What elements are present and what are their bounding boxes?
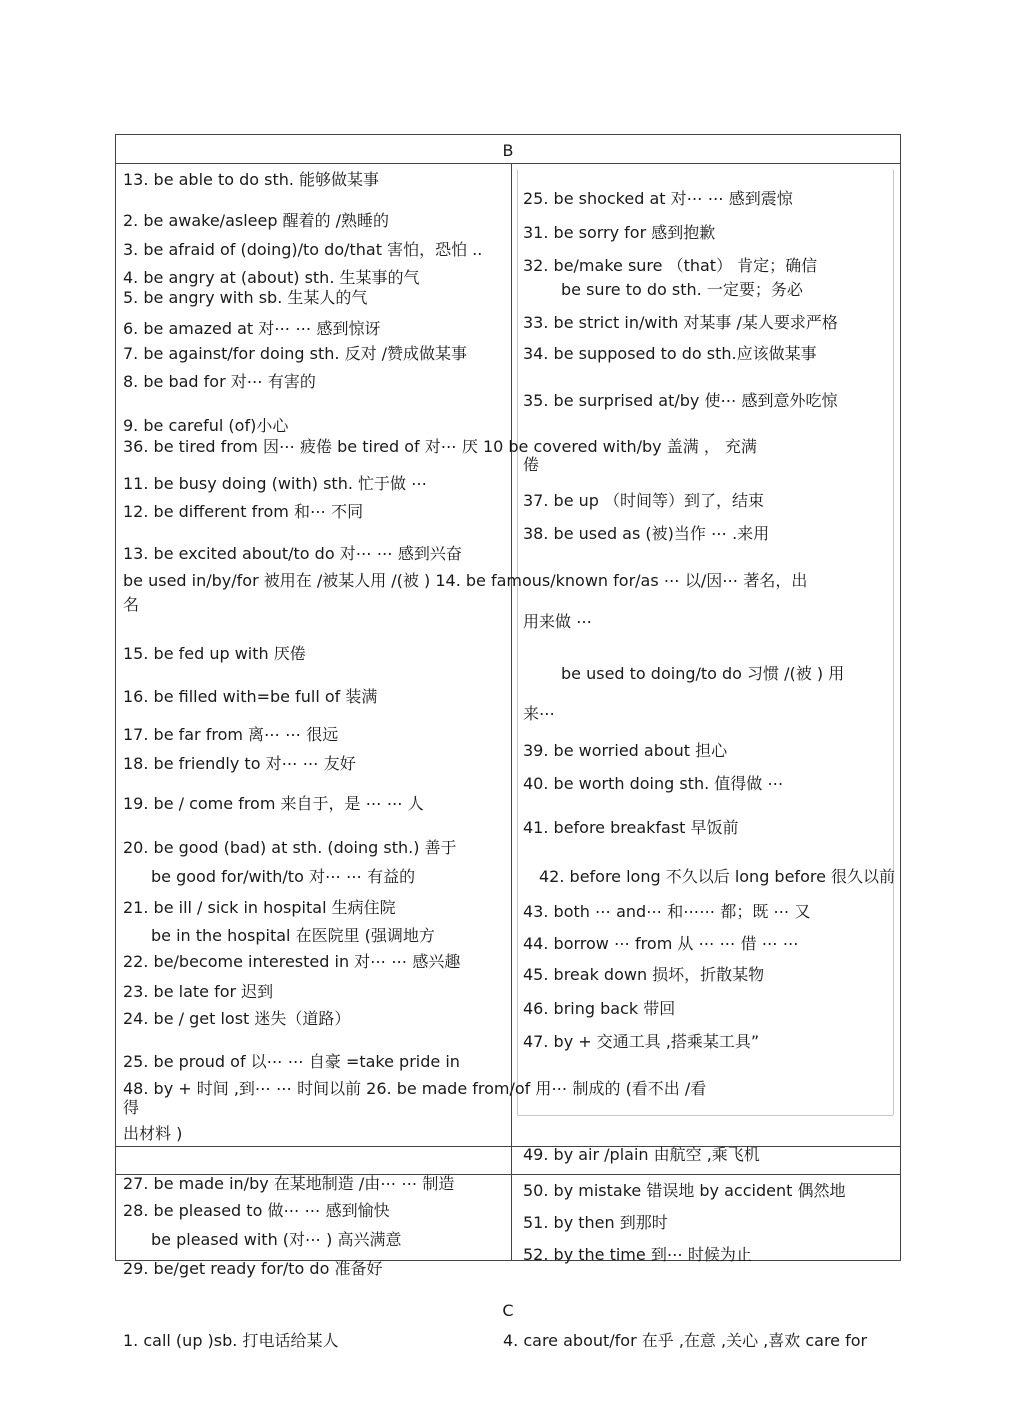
- row-divider-upper: [115, 1146, 901, 1147]
- left-line: 21. be ill / sick in hospital 生病住院: [123, 898, 396, 917]
- left-line: 24. be / get lost 迷失（道路）: [123, 1009, 351, 1028]
- right-line: 37. be up （时间等）到了，结束: [523, 491, 765, 510]
- left-line: 名: [123, 595, 140, 614]
- right-line: 49. by air /plain 由航空 ,乘飞机: [523, 1145, 760, 1164]
- left-line: 得: [123, 1098, 140, 1117]
- right-line: 40. be worth doing sth. 值得做 ⋯: [523, 774, 784, 793]
- left-line: be used in/by/for 被用在 /被某人用 /(被 ) 14. be famous/known for/as ⋯ 以/因⋯ 著名，出: [123, 571, 808, 590]
- left-line: 28. be pleased to 做⋯ ⋯ 感到愉快: [123, 1201, 390, 1220]
- left-line: 48. by + 时间 ,到⋯ ⋯ 时间以前 26. be made from/of 用⋯ 制成的 (看不出 /看: [123, 1079, 707, 1098]
- section-c-line: 4. care about/for 在乎 ,在意 ,关心 ,喜欢 care for: [503, 1331, 868, 1350]
- header-row-divider: [115, 163, 901, 164]
- inner-right-rule: [893, 170, 894, 1115]
- left-line: 19. be / come from 来自于，是 ⋯ ⋯ 人: [123, 794, 424, 813]
- left-line: 13. be able to do sth. 能够做某事: [123, 170, 380, 189]
- left-line: 出材料 ): [123, 1124, 183, 1143]
- right-line: 45. break down 损坏，折散某物: [523, 965, 765, 984]
- left-line: 18. be friendly to 对⋯ ⋯ 友好: [123, 754, 356, 773]
- right-line: 42. before long 不久以后 long before 很久以前: [539, 867, 896, 886]
- left-line: 17. be far from 离⋯ ⋯ 很远: [123, 725, 339, 744]
- right-line: 47. by + 交通工具 ,搭乘某工具”: [523, 1032, 760, 1051]
- left-line: 29. be/get ready for/to do 准备好: [123, 1259, 383, 1278]
- right-line: 38. be used as (被)当作 ⋯ .来用: [523, 524, 770, 543]
- left-line: 36. be tired from 因⋯ 疲倦 be tired of 对⋯ 厌 10 be covered with/by 盖满 ， 充满: [123, 437, 757, 456]
- right-line: 44. borrow ⋯ from 从 ⋯ ⋯ 借 ⋯ ⋯: [523, 934, 799, 953]
- left-line: 11. be busy doing (with) sth. 忙于做 ⋯: [123, 474, 428, 493]
- left-line: 25. be proud of 以⋯ ⋯ 自豪 =take pride in: [123, 1052, 460, 1071]
- right-line: 31. be sorry for 感到抱歉: [523, 223, 716, 242]
- section-c-line: 1. call (up )sb. 打电话给某人: [123, 1331, 339, 1350]
- left-line: 13. be excited about/to do 对⋯ ⋯ 感到兴奋: [123, 544, 462, 563]
- section-c-header: C: [502, 1301, 514, 1320]
- right-line: 35. be surprised at/by 使⋯ 感到意外吃惊: [523, 391, 838, 410]
- right-line: 43. both ⋯ and⋯ 和⋯⋯ 都；既 ⋯ 又: [523, 902, 811, 921]
- left-line: 2. be awake/asleep 醒着的 /熟睡的: [123, 211, 390, 230]
- left-line: 23. be late for 迟到: [123, 982, 274, 1001]
- right-line: 来⋯: [523, 704, 556, 723]
- right-line: be sure to do sth. 一定要；务必: [561, 280, 803, 299]
- left-line: 15. be fed up with 厌倦: [123, 644, 306, 663]
- left-line: 倦: [523, 455, 540, 474]
- left-line: 5. be angry with sb. 生某人的气: [123, 288, 368, 307]
- left-line: 6. be amazed at 对⋯ ⋯ 感到惊讶: [123, 319, 381, 338]
- left-line: 27. be made in/by 在某地制造 /由⋯ ⋯ 制造: [123, 1174, 455, 1193]
- left-line: 9. be careful (of)小心: [123, 416, 289, 435]
- right-line: be used to doing/to do 习惯 /(被 ) 用: [561, 664, 845, 683]
- right-line: 50. by mistake 错误地 by accident 偶然地: [523, 1181, 846, 1200]
- left-line: be good for/with/to 对⋯ ⋯ 有益的: [151, 867, 416, 886]
- left-line: be in the hospital 在医院里 (强调地方: [151, 926, 435, 945]
- inner-bottom-rule: [517, 1115, 893, 1116]
- right-line: 25. be shocked at 对⋯ ⋯ 感到震惊: [523, 189, 793, 208]
- left-line: be pleased with (对⋯ ) 高兴满意: [151, 1230, 402, 1249]
- right-line: 52. by the time 到⋯ 时候为止: [523, 1245, 752, 1264]
- inner-column-rule: [517, 170, 518, 1115]
- left-line: 22. be/become interested in 对⋯ ⋯ 感兴趣: [123, 952, 461, 971]
- right-line: 用来做 ⋯: [523, 612, 593, 631]
- right-line: 51. by then 到那时: [523, 1213, 668, 1232]
- right-line: 41. before breakfast 早饭前: [523, 818, 739, 837]
- right-line: 33. be strict in/with 对某事 /某人要求严格: [523, 313, 838, 332]
- left-line: 12. be different from 和⋯ 不同: [123, 502, 364, 521]
- left-line: 4. be angry at (about) sth. 生某事的气: [123, 268, 420, 287]
- left-line: 16. be filled with=be full of 装满: [123, 687, 378, 706]
- left-line: 3. be afraid of (doing)/to do/that 害怕，恐怕 ..: [123, 240, 483, 259]
- right-line: 34. be supposed to do sth.应该做某事: [523, 344, 817, 363]
- right-line: 46. bring back 带回: [523, 999, 676, 1018]
- section-b-header: B: [502, 141, 514, 160]
- left-line: 7. be against/for doing sth. 反对 /赞成做某事: [123, 344, 468, 363]
- right-line: 39. be worried about 担心: [523, 741, 728, 760]
- right-line: 32. be/make sure （that） 肯定；确信: [523, 256, 818, 275]
- left-line: 20. be good (bad) at sth. (doing sth.) 善于: [123, 838, 457, 857]
- left-line: 8. be bad for 对⋯ 有害的: [123, 372, 316, 391]
